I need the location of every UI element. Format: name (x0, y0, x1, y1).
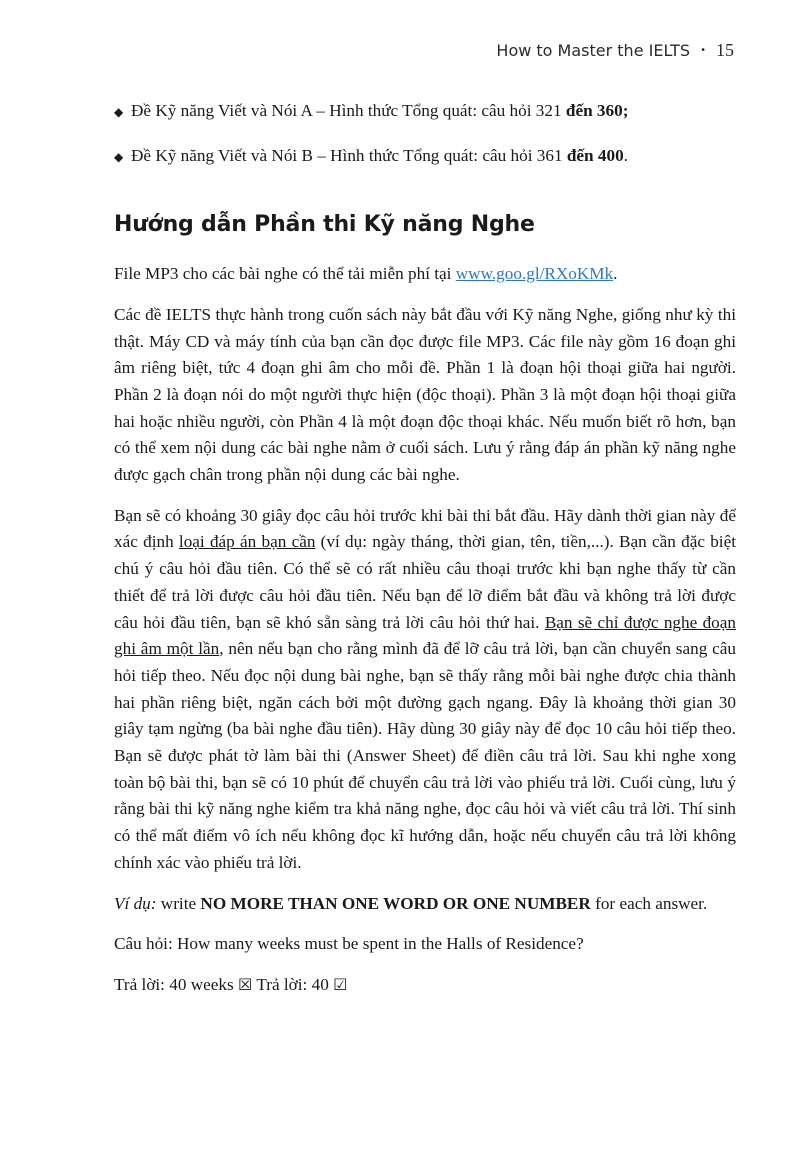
file-line: File MP3 cho các bài nghe có thể tải miễn phí tại www.goo.gl/RXoKMk. (114, 264, 618, 284)
list-item (114, 98, 736, 126)
paragraph-intro: Các đề IELTS thực hành trong cuốn sách này bắt đầu với Kỹ năng Nghe, giống như kỳ thi thật. Máy CD và máy tính của bạn cần đọc được file MP3. Các file này gồm 16 đoạn ghi âm riêng biệt, tức 4 đoạn ghi âm cho mỗi đề. Phần 1 là đoạn hội thoại giữa hai người. Phần 2 là đoạn nói do một người thực hiện (độc thoại). Phần 3 là một đoạn hội thoại giữa hai hoặc nhiều người, còn Phần 4 là một đoạn độc thoại khác. Nếu muốn biết rõ hơn, bạn có thể xem nội dung các bài nghe nằm ở cuối sách. Lưu ý rằng đáp án phần kỹ năng nghe được gạch chân trong phần nội dung các bài nghe. (114, 304, 736, 485)
section-heading: Hướng dẫn Phần thi Kỹ năng Nghe (114, 212, 535, 238)
book-title: How to Master the IELTS (496, 41, 691, 60)
diamond-icon: ◆ (114, 149, 124, 164)
header-separator: • (700, 45, 706, 56)
example-line: Ví dụ: write NO MORE THAN ONE WORD OR ONE NUMBER for each answer. (114, 893, 708, 913)
list-item-text: Đề Kỹ năng Viết và Nói B – Hình thức Tổng quát: câu hỏi 361 đến 400. (131, 145, 628, 165)
example-answer: Trả lời: 40 weeks ☒ Trả lời: 40 ☑ (114, 974, 348, 994)
download-link[interactable]: www.goo.gl/RXoKMk (455, 264, 614, 284)
page-body (114, 98, 736, 1013)
paragraph-instructions: Bạn sẽ có khoảng 30 giây đọc câu hỏi trước khi bài thi bắt đầu. Hãy dành thời gian này để xác định loại đáp án bạn cần (ví dụ: ngày tháng, thời gian, tên, tiền,...). Bạn cần đặc biệt chú ý câu hỏi đầu tiên. Có thể sẽ có rất nhiều câu thoại trước khi bạn nghe thấy từ cần thiết để trả lời được câu hỏi đầu tiên. Nếu bạn để lỡ điểm bắt đầu và không trả lời được câu hỏi đầu tiên, bạn sẽ khó sẵn sàng trả lời câu hỏi thứ hai. Bạn sẽ chỉ được nghe đoạn ghi âm một lần, nên nếu bạn cho rằng mình đã để lỡ câu trả lời, bạn cần chuyển sang câu hỏi tiếp theo. Nếu đọc nội dung bài nghe, bạn sẽ thấy rằng mỗi bài nghe được chia thành hai phần riêng biệt, ngăn cách bởi một đường gạch ngang. Đây là khoảng thời gian 30 giây tạm ngừng (ba bài nghe đầu tiên). Hãy dùng 30 giây này để đọc 10 câu hỏi tiếp theo. Bạn sẽ được phát tờ làm bài thi (Answer Sheet) để điền câu trả lời. Sau khi nghe xong toàn bộ bài thi, bạn sẽ có 10 phút để chuyển câu trả lời vào phiếu trả lời. Cuối cùng, lưu ý rằng bài thi kỹ năng nghe kiểm tra khả năng nghe, đọc câu hỏi và viết câu trả lời. Thí sinh có thể mất điểm vô ích nếu không đọc kĩ hướng dẫn, hoặc nếu chuyển câu trả lời không chính xác vào phiếu trả lời. (114, 505, 736, 872)
diamond-icon: ◆ (114, 105, 124, 119)
check-box-icon: ☑ (333, 974, 348, 994)
page-number: 15 (716, 40, 734, 60)
list-item (114, 143, 736, 171)
list-item-text: Đề Kỹ năng Viết và Nói A – Hình thức Tổng quát: câu hỏi 321 đến 360; (131, 101, 629, 120)
example-question: Câu hỏi: How many weeks must be spent in the Halls of Residence? (114, 934, 584, 954)
running-header (496, 40, 734, 61)
cross-box-icon: ☒ (238, 974, 253, 994)
